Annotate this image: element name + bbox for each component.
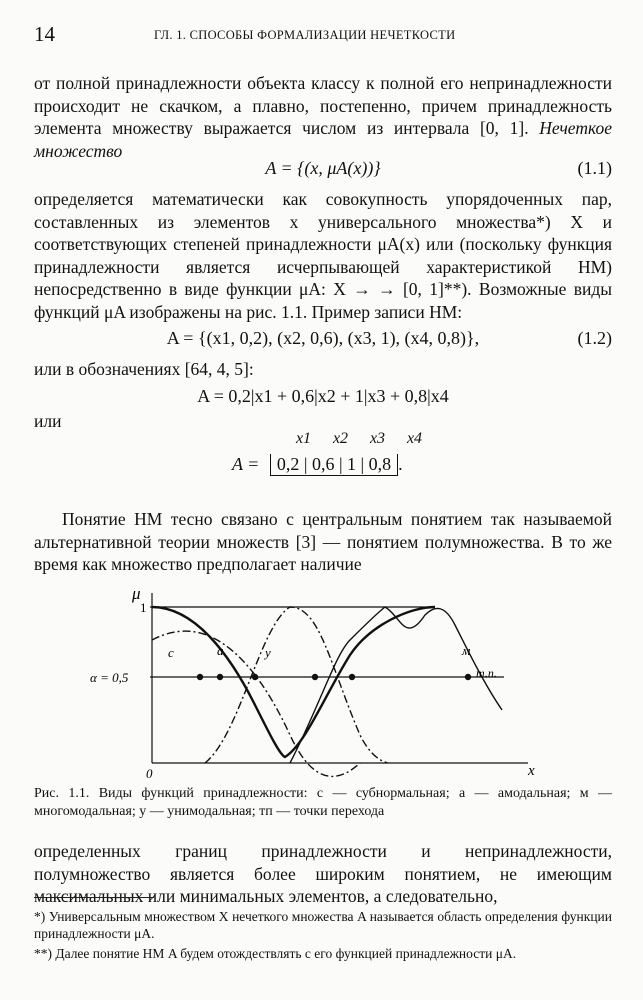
- matrix-value: 1: [347, 454, 357, 474]
- alpha-label: α = 0,5: [90, 670, 129, 685]
- equation-1-2-body: A = {(x1, 0,2), (x2, 0,6), (x3, 1), (x4, 0,8)},: [166, 328, 480, 348]
- equation-1-2-number: (1.2): [577, 328, 612, 348]
- paragraph-5: [34, 508, 612, 576]
- paragraph-1: [34, 72, 612, 162]
- y-axis-label: μ: [132, 584, 141, 603]
- equation-1-1: [34, 158, 612, 182]
- paragraph-5-text: Понятие НМ тесно связано с центральным понятием так называемой альтернативной теории множеств [3] — понятием полумножества. В то же время как множество предполагает наличие: [34, 509, 612, 574]
- fuzzy-set-term: Нечеткое множество: [34, 118, 613, 161]
- figure-caption: Рис. 1.1. Виды функций принадлежности: c — субнормальная; a — амодальная; м — многомодальная; y — унимодальная; тп — точки перехода: [34, 786, 612, 819]
- matrix-labels: [287, 430, 431, 448]
- equation-sum-body: A = 0,2|x1 + 0,6|x2 + 1|x3 + 0,8|x4: [197, 386, 449, 406]
- x-axis-label: x: [528, 763, 535, 779]
- page-header: [34, 22, 613, 48]
- curve-a: [152, 607, 435, 757]
- paragraph-6-text: определенных границ принадлежности и непринадлежности, полумножество является более широким понятием, не имеющим максимальных или минимальных элементов, а следовательно,: [34, 841, 612, 906]
- equation-1-1-number: (1.1): [577, 158, 612, 178]
- transition-points-label: т.п.: [476, 666, 497, 680]
- transition-point: [197, 674, 203, 680]
- matrix-tail: .: [398, 454, 403, 474]
- equation-1-2: [34, 328, 612, 352]
- footnote-1: *) Универсальным множеством X нечеткого множества A называется область определения функции принадлежности μA.: [34, 909, 612, 941]
- transition-point: [312, 674, 318, 680]
- transition-point: [217, 674, 223, 680]
- matrix-label: x4: [406, 430, 423, 447]
- curve-m: [290, 607, 502, 763]
- transition-point: [349, 674, 355, 680]
- transition-point: [252, 674, 258, 680]
- page-number: 14: [34, 22, 55, 46]
- paragraph-3-text: или в обозначениях [64, 4, 5]:: [34, 359, 254, 379]
- equation-sum-notation: [34, 386, 612, 410]
- paragraph-3: [34, 358, 612, 381]
- membership-functions-figure: [90, 584, 540, 781]
- paragraph-2-text: определяется математически как совокупность упорядоченных пар, составленных из элементов x универсального множества*) X и соответствующих степеней принадлежности μA(x) или (поскольку функция принадлежности является исчерпывающей характеристикой НМ) непосредственно в виде функции μA: X → → [0, 1]**). Возможные виды функций μA изображены на рис. 1.1. Пример записи НМ:: [34, 189, 612, 322]
- matrix-value: 0,6: [311, 454, 335, 474]
- matrix-value: 0,2: [276, 454, 300, 474]
- matrix-label: x1: [295, 430, 312, 447]
- matrix-row: [232, 454, 403, 476]
- curve-label-y: y: [265, 645, 271, 660]
- curve-label-a: a: [217, 643, 224, 658]
- origin-label: 0: [146, 766, 153, 781]
- matrix-value: 0,8: [368, 454, 392, 474]
- matrix-box: 0,2 | 0,6 | 1 | 0,8: [270, 454, 398, 476]
- footnote-2: **) Далее понятие НМ A будем отождествлять с его функцией принадлежности μA.: [34, 946, 517, 961]
- matrix-label: x3: [369, 430, 386, 447]
- running-title: ГЛ. 1. СПОСОБЫ ФОРМАЛИЗАЦИИ НЕЧЕТКОСТИ: [154, 28, 456, 42]
- top-tick-label: 1: [140, 600, 147, 615]
- equation-1-1-body: A = {(x, μA(x))}: [265, 158, 381, 178]
- curve-label-c: c: [168, 645, 174, 660]
- transition-point: [465, 674, 471, 680]
- curve-label-m: м: [462, 643, 471, 658]
- paragraph-4-text: или: [34, 411, 62, 431]
- paragraph-2: [34, 188, 612, 323]
- matrix-label: x2: [332, 430, 349, 447]
- paragraph-1-text: от полной принадлежности объекта классу к полной его непринадлежности происходит не скачком, а плавно, постепенно, причем принадлежность элемента множеству выражается числом из интервала [0, 1].: [34, 73, 612, 138]
- matrix-lhs: A =: [232, 454, 260, 474]
- footnote-separator: [34, 897, 154, 898]
